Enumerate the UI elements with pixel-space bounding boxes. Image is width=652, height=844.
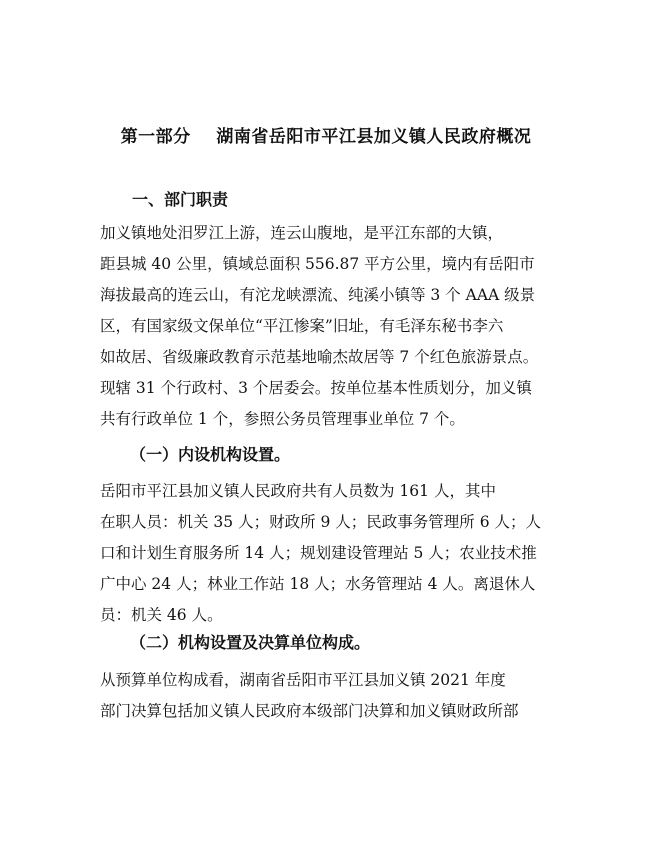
paragraph-line: 海拔最高的连云山，有沱龙峡漂流、纯溪小镇等 3 个 AAA 级景 (100, 286, 536, 304)
paragraph-staffing (100, 476, 568, 631)
paragraph-line: 如故居、省级廉政教育示范基地喻杰故居等 7 个红色旅游景点。 (100, 348, 539, 366)
paragraph-line: 岳阳市平江县加义镇人民政府共有人员数为 161 人，其中 (100, 482, 496, 500)
subheading-internal-structure: （一）内设机构设置。 (130, 445, 291, 464)
paragraph-line: 区，有国家级文保单位“平江惨案”旧址，有毛泽东秘书李六 (100, 317, 504, 335)
paragraph-line: 在职人员：机关 35 人；财政所 9 人；民政事务管理所 6 人；人 (100, 513, 542, 531)
paragraph-line: 部门决算包括加义镇人民政府本级部门决算和加义镇财政所部 (100, 702, 519, 720)
paragraph-line: 现辖 31 个行政村、3 个居委会。按单位基本性质划分，加义镇 (100, 379, 532, 397)
paragraph-line: 口和计划生育服务所 14 人；规划建设管理站 5 人；农业技术推 (100, 544, 537, 562)
paragraph-line: 加义镇地处汨罗江上游，连云山腹地，是平江东部的大镇， (100, 224, 504, 242)
paragraph-line: 共有行政单位 1 个，参照公务员管理事业单位 7 个。 (100, 410, 465, 428)
paragraph-line: 员：机关 46 人。 (100, 606, 223, 624)
paragraph-line: 从预算单位构成看，湖南省岳阳市平江县加义镇 2021 年度 (100, 671, 506, 689)
section-heading-responsibilities: 一、部门职责 (132, 190, 229, 209)
paragraph-overview (100, 218, 568, 435)
subheading-budget-units: （二）机构设置及决算单位构成。 (130, 633, 371, 652)
paragraph-budget-composition (100, 665, 568, 727)
paragraph-line: 距县城 40 公里，镇域总面积 556.87 平方公里，境内有岳阳市 (100, 255, 535, 273)
part-title: 第一部分 湖南省岳阳市平江县加义镇人民政府概况 (120, 127, 532, 147)
paragraph-line: 广中心 24 人；林业工作站 18 人；水务管理站 4 人。离退休人 (100, 575, 536, 593)
